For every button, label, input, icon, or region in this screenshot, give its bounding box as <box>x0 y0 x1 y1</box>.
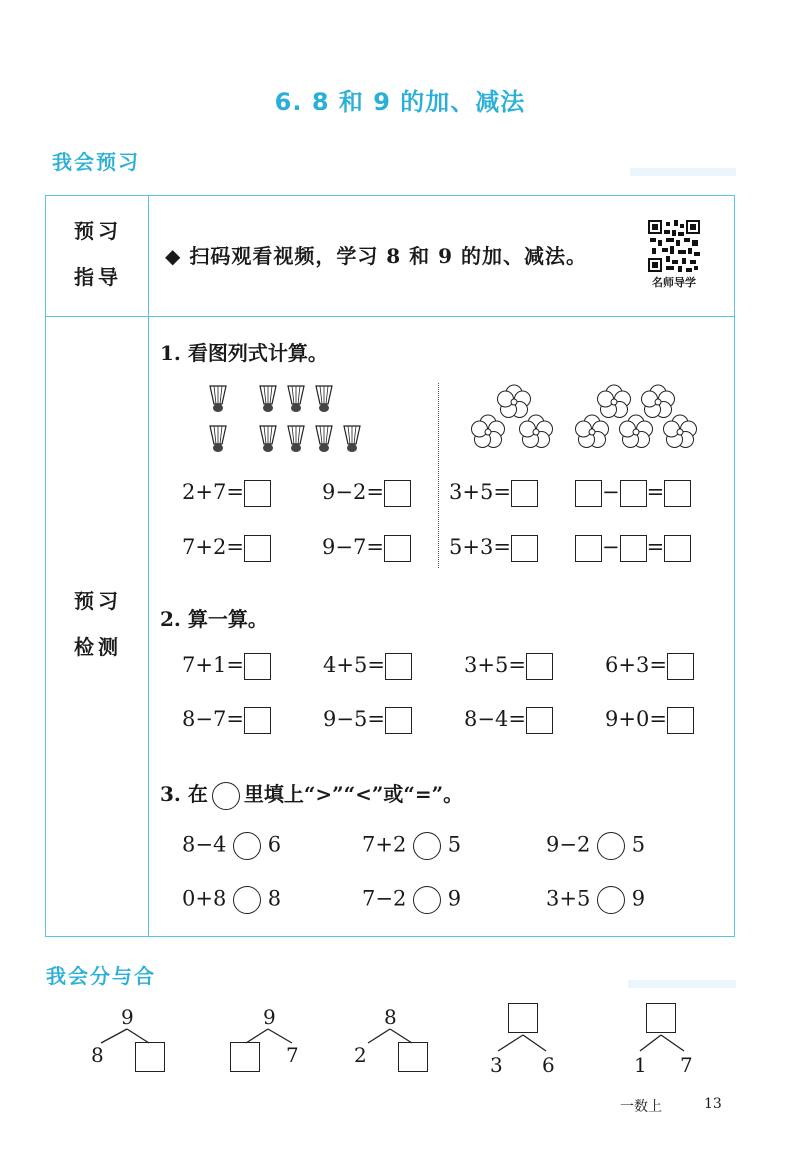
answer-box[interactable] <box>244 707 271 734</box>
comparison-right: 8 <box>267 886 282 911</box>
q1-divider <box>438 383 439 568</box>
operator-text: − <box>602 480 620 504</box>
equation-text: 4+5= <box>323 653 385 677</box>
answer-circle[interactable] <box>233 832 261 860</box>
operator-text: − <box>602 535 620 559</box>
flower-icon <box>620 415 653 448</box>
equation-text: 6+3= <box>605 653 667 677</box>
q1-blank-equation <box>575 480 691 507</box>
q1-equation <box>182 535 271 562</box>
shuttlecock-picture <box>200 380 380 460</box>
lesson-title: 6. 8 和 9 的加、减法 <box>274 88 526 116</box>
shuttlecock-icon <box>316 426 332 452</box>
q2-equation <box>605 653 694 680</box>
shuttlecock-icon <box>260 426 276 452</box>
equation-text: 9−5= <box>323 707 385 731</box>
comparison-right: 9 <box>631 886 646 911</box>
answer-circle[interactable] <box>233 886 261 914</box>
answer-box[interactable] <box>385 653 412 680</box>
answer-box[interactable] <box>620 535 647 562</box>
comparison-right: 5 <box>631 832 646 857</box>
circle-icon <box>212 782 240 810</box>
equation-text: 8−7= <box>182 707 244 731</box>
header-decoration <box>630 168 736 176</box>
equation-text: 8−4= <box>464 707 526 731</box>
answer-box[interactable] <box>664 535 691 562</box>
check-label-line1: 预习 <box>74 589 122 613</box>
check-label <box>48 578 148 670</box>
footer-book-name: 一数上 <box>620 1099 662 1115</box>
answer-box[interactable] <box>511 480 538 507</box>
flower-icon <box>576 415 609 448</box>
check-label-line2: 检测 <box>74 635 122 659</box>
q2-equation <box>464 707 553 734</box>
comparison-right: 6 <box>267 832 282 857</box>
q2-title: 2. 算一算。 <box>160 607 268 631</box>
table-row-divider <box>45 316 735 317</box>
shuttlecock-icon <box>260 386 276 412</box>
shuttlecock-icon <box>316 386 332 412</box>
equation-text: 3+5= <box>449 480 511 504</box>
guide-text: ◆ 扫码观看视频，学习 8 和 9 的加、减法。 <box>165 244 588 268</box>
comparison-right: 5 <box>447 832 462 857</box>
q3-comparison <box>546 886 645 914</box>
q3-title-suffix: 里填上“>”“<”或“=”。 <box>243 782 464 806</box>
operator-text: = <box>646 535 665 559</box>
shuttlecock-icon <box>210 386 226 412</box>
answer-circle[interactable] <box>413 832 441 860</box>
answer-circle[interactable] <box>413 886 441 914</box>
q3-title <box>160 778 463 810</box>
answer-box[interactable] <box>620 480 647 507</box>
equation-text: 7+2= <box>182 535 244 559</box>
q3-comparison <box>182 832 281 860</box>
preview-section-header: 我会预习 <box>52 150 140 174</box>
bond-left-number: 1 <box>634 1053 647 1077</box>
flower-icon <box>598 385 631 418</box>
flower-icon <box>642 385 675 418</box>
q2-equation <box>182 707 271 734</box>
guide-label-line1: 预习 <box>74 219 122 243</box>
flower-icon <box>664 415 697 448</box>
q1-equation <box>449 480 538 507</box>
guide-label-line2: 指导 <box>74 265 122 289</box>
answer-box[interactable] <box>135 1042 165 1072</box>
number-bond <box>85 1005 175 1075</box>
comparison-left: 7+2 <box>362 832 407 857</box>
shuttlecock-icon <box>344 426 360 452</box>
answer-box[interactable] <box>575 480 602 507</box>
q3-comparison <box>362 832 461 860</box>
answer-box[interactable] <box>385 707 412 734</box>
bond-top-number: 9 <box>263 1005 276 1029</box>
flower-icon <box>498 385 531 418</box>
comparison-left: 9−2 <box>546 832 591 857</box>
bond-right-number: 7 <box>286 1043 299 1067</box>
equation-text: 5+3= <box>449 535 511 559</box>
bond-top-number: 9 <box>121 1005 134 1029</box>
q3-comparison <box>546 832 645 860</box>
q2-equation <box>323 707 412 734</box>
comparison-left: 7−2 <box>362 886 407 911</box>
bond-right-number: 6 <box>542 1053 555 1077</box>
q2-equation <box>605 707 694 734</box>
q1-equation <box>182 480 271 507</box>
q1-title: 1. 看图列式计算。 <box>160 341 328 365</box>
shuttlecock-icon <box>288 386 304 412</box>
operator-text: = <box>646 480 665 504</box>
comparison-left: 8−4 <box>182 832 227 857</box>
table-column-divider <box>148 195 149 937</box>
number-bond <box>620 1003 710 1078</box>
equation-text: 9−2= <box>322 480 384 504</box>
equation-text: 9+0= <box>605 707 667 731</box>
q1-blank-equation <box>575 535 691 562</box>
answer-box[interactable] <box>244 653 271 680</box>
number-bond <box>350 1005 440 1075</box>
answer-box[interactable] <box>230 1042 260 1072</box>
equation-text: 3+5= <box>464 653 526 677</box>
answer-circle[interactable] <box>597 832 625 860</box>
shuttlecock-icon <box>288 426 304 452</box>
q1-equation <box>322 480 411 507</box>
page-number: 13 <box>704 1096 722 1112</box>
answer-box[interactable] <box>511 535 538 562</box>
answer-box[interactable] <box>384 535 411 562</box>
q1-equation <box>322 535 411 562</box>
equation-text: 2+7= <box>182 480 244 504</box>
qr-caption: 名师导学 <box>652 276 696 289</box>
flower-icon <box>520 415 553 448</box>
answer-box[interactable] <box>575 535 602 562</box>
comparison-left: 3+5 <box>546 886 591 911</box>
answer-box[interactable] <box>526 707 553 734</box>
bond-left-number: 2 <box>354 1043 367 1067</box>
q3-comparison <box>182 886 281 914</box>
guide-label <box>48 208 148 300</box>
header-decoration <box>628 980 736 988</box>
answer-circle[interactable] <box>597 886 625 914</box>
flower-icon <box>472 415 505 448</box>
shuttlecock-icon <box>210 426 226 452</box>
qr-code-icon[interactable] <box>648 220 700 272</box>
bond-left-number: 8 <box>91 1043 104 1067</box>
q1-equation <box>449 535 538 562</box>
q3-title-prefix: 3. 在 <box>160 782 208 806</box>
answer-box[interactable] <box>398 1042 428 1072</box>
bond-right-number: 7 <box>680 1053 693 1077</box>
split-section-header: 我会分与合 <box>46 964 156 988</box>
bond-left-number: 3 <box>490 1053 503 1077</box>
equation-text: 9−7= <box>322 535 384 559</box>
answer-box[interactable] <box>526 653 553 680</box>
answer-box[interactable] <box>244 480 271 507</box>
flower-picture <box>462 380 702 460</box>
bond-top-number: 8 <box>384 1005 397 1029</box>
number-bond <box>228 1005 318 1075</box>
comparison-right: 9 <box>447 886 462 911</box>
q2-equation <box>182 653 271 680</box>
comparison-left: 0+8 <box>182 886 227 911</box>
q2-equation <box>464 653 553 680</box>
answer-box[interactable] <box>667 707 694 734</box>
answer-box[interactable] <box>384 480 411 507</box>
number-bond <box>482 1003 572 1078</box>
q2-equation <box>323 653 412 680</box>
answer-box[interactable] <box>664 480 691 507</box>
equation-text: 7+1= <box>182 653 244 677</box>
answer-box[interactable] <box>244 535 271 562</box>
q3-comparison <box>362 886 461 914</box>
answer-box[interactable] <box>667 653 694 680</box>
